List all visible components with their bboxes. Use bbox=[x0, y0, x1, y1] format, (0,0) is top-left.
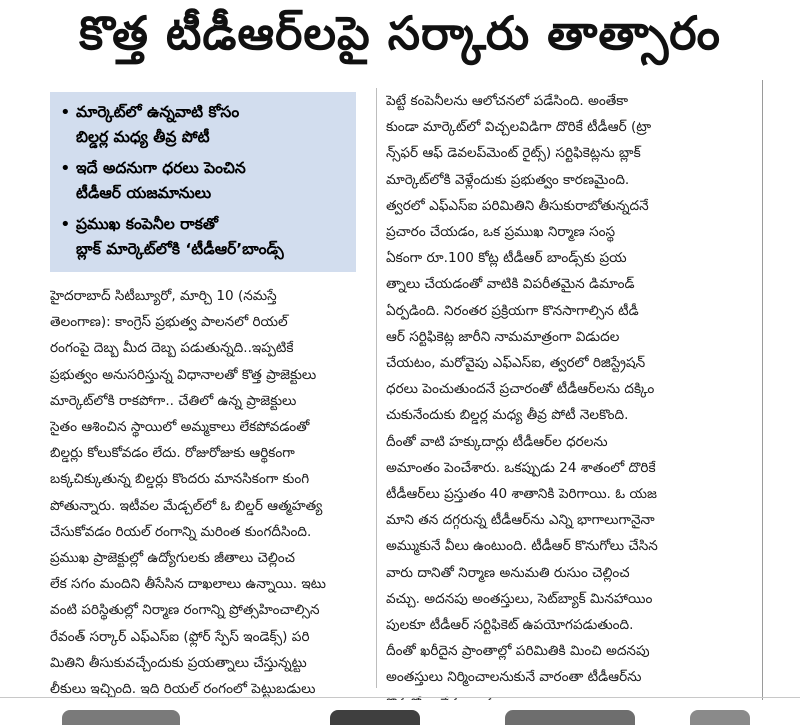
body-line: రేవంత్‌ సర్కార్‌ ఎఫ్‌ఎస్‌ఐ (ఫ్లోర్‌ స్పేస్‌ ఇండెక్స్‌) పరి bbox=[50, 628, 310, 645]
body-line: లీకులు ఇచ్చింది. ఇది రియల్‌ రంగంలో పెట్టుబడులు bbox=[50, 681, 316, 698]
body-line: పోతున్నారు. ఇటీవల మేడ్చల్‌లో ఓ బిల్డర్‌ ఆత్మహత్య bbox=[50, 497, 323, 514]
body-line: చేయటం, మరోవైపు ఎఫ్‌ఎస్‌ఐ, త్వరలో రిజిస్ట్రేషన్‌ bbox=[386, 355, 646, 372]
bullet-icon: • bbox=[60, 102, 71, 123]
highlight-item bbox=[60, 212, 350, 262]
highlight-line: ప్రముఖ కంపెనీల రాకతో bbox=[76, 215, 218, 233]
body-line: ధరలు పెంచుతుందనే ప్రచారంతో టీడీఆర్‌లను దక్కిం bbox=[386, 381, 655, 398]
highlight-text bbox=[76, 212, 284, 262]
body-line: కుండా మార్కెట్‌లో విచ్చలవిడిగా దొరికే టీడీఆర్‌ (ట్రా bbox=[386, 119, 652, 136]
body-line: సైతం ఆశించిన స్థాయిలో అమ్మకాలు లేకపోవడంతో bbox=[50, 419, 310, 436]
body-line: న్స్‌ఫర్‌ ఆఫ్‌ డెవలప్‌మెంట్‌ రైట్స్‌) సర్టిఫికెట్లను బ్లాక్‌ bbox=[386, 145, 641, 162]
body-line: ఏకంగా రూ.100 కోట్ల టీడీఆర్‌ బాండ్స్‌కు ప్రయ bbox=[386, 250, 627, 267]
bottom-rule bbox=[0, 697, 800, 698]
body-line: మార్కెట్‌లోకి రాకపోగా.. చేతిలో ఉన్న ప్రాజెక్టులు bbox=[50, 392, 297, 409]
highlight-line: బ్లాక్‌ మార్కెట్‌లోకి ‘టీడీఆర్‌’బాండ్స్‌ bbox=[76, 240, 284, 258]
body-line: మార్కెట్‌లోకి వెళ్లేందుకు ప్రభుత్వం కారణమైంది. bbox=[386, 171, 630, 188]
bullet-icon: • bbox=[60, 214, 71, 235]
photo-crop bbox=[690, 710, 750, 725]
highlight-item bbox=[60, 156, 350, 206]
body-line: రంగంపై దెబ్బ మీద దెబ్బ పడుతున్నది..ఇప్పటికే bbox=[50, 340, 294, 357]
body-line: త్నాలు చేయడంతో వాటికి విపరీతమైన డిమాండ్‌ bbox=[386, 276, 635, 293]
body-line: అమ్ముకునే వీలు ఉంటుంది. టీడీఆర్‌ కొనుగోలు చేసిన bbox=[386, 538, 658, 555]
body-line: వచ్చు. అదనపు అంతస్తులు, సెట్‌బ్యాక్‌ మినహాయిం bbox=[386, 590, 653, 607]
body-line: ప్రభుత్వం అనుసరిస్తున్న విధానాలతో కొత్త ప్రాజెక్టులు bbox=[50, 366, 317, 383]
photo-crop bbox=[505, 710, 635, 725]
photo-crop bbox=[330, 710, 420, 725]
photo-crop bbox=[62, 710, 180, 725]
body-line: వారు దానితో నిర్మాణ అనుమతి రుసుం చెల్లించ bbox=[386, 564, 630, 581]
headline: కొత్త టీడీఆర్‌లపై సర్కారు తాత్సారం bbox=[79, 6, 721, 60]
highlight-line: బిల్డర్ల మధ్య తీవ్ర పోటీ bbox=[76, 128, 210, 146]
body-line: చుకునేందుకు బిల్డర్ల మధ్య తీవ్ర పోటీ నెలకొంది. bbox=[386, 407, 629, 424]
body-line: టీడీఆర్‌లు ప్రస్తుతం 40 శాతానికి పెరిగాయి. ఓ యజ bbox=[386, 486, 657, 503]
body-line: పులకూ టీడీఆర్‌ సర్టిఫికెట్‌ ఉపయోగపడుతుంది. bbox=[386, 617, 634, 634]
highlight-text bbox=[76, 156, 246, 206]
body-line: అమాంతం పెంచేశారు. ఒకప్పుడు 24 శాతంలో దొరికే bbox=[386, 459, 656, 476]
body-line: చేసుకోవడం రియల్‌ రంగాన్ని మరింత కుంగదీసింది. bbox=[50, 523, 312, 540]
body-line: బక్కచిక్కుతున్న బిల్డర్లు కొందరు మానసికంగా కుంగి bbox=[50, 471, 310, 488]
body-line: ప్రముఖ ప్రాజెక్టుల్లో ఉద్యోగులకు జీతాలు చెల్లించ bbox=[50, 550, 295, 567]
body-line: తెలంగాణ): కాంగ్రెస్‌ ప్రభుత్వ పాలనలో రియల్‌ bbox=[50, 314, 288, 331]
body-line: వంటి పరిస్థితుల్లో నిర్మాణ రంగాన్ని ప్రోత్సహించాల్సిన bbox=[50, 602, 320, 619]
left-column bbox=[50, 283, 368, 702]
column-divider bbox=[376, 88, 377, 688]
highlight-item bbox=[60, 100, 350, 150]
highlight-line: టీడీఆర్‌ యజమానులు bbox=[76, 184, 212, 202]
body-line: దీంతో వాటి హక్కుదార్లు టీడీఆర్‌ల ధరలను bbox=[386, 433, 608, 450]
body-line: మాని తన దగ్గరున్న టీడీఆర్‌ను ఎన్ని భాగాలుగానైనా bbox=[386, 512, 655, 529]
highlight-line: ఇదే అదనుగా ధరలు పెంచిన bbox=[76, 159, 246, 177]
right-column bbox=[386, 88, 716, 717]
photo-strip bbox=[0, 700, 800, 725]
body-line: ఏర్పడింది. నిరంతర ప్రక్రియగా కొనసాగాల్సిన టీడీ bbox=[386, 302, 639, 319]
page-edge-rule bbox=[762, 80, 763, 700]
highlight-text bbox=[76, 100, 239, 150]
highlights-box bbox=[50, 92, 356, 272]
body-line: ప్రచారం చేయడం, ఒక ప్రముఖ నిర్మాణ సంస్థ bbox=[386, 224, 616, 241]
body-line: త్వరలో ఎఫ్‌ఎస్‌ఐ పరిమితిని తీసుకురాబోతున్నదనే bbox=[386, 197, 649, 214]
highlight-line: మార్కెట్‌లో ఉన్నవాటి కోసం bbox=[76, 103, 240, 121]
body-line: హైదరాబాద్‌ సిటీబ్యూరో, మార్చి 10 (నమస్తే bbox=[50, 288, 277, 304]
body-line: లేక సగం మందిని తీసేసిన దాఖలాలు ఉన్నాయి. ఇటు bbox=[50, 576, 326, 593]
body-line: మితిని తీసుకువచ్చేందుకు ప్రయత్నాలు చేస్తున్నట్టు bbox=[50, 654, 307, 671]
body-line: అంతస్తులు నిర్మించాలనుకునే వారంతా టీడీఆర్‌ను bbox=[386, 669, 642, 686]
body-line: బిల్డర్లు కోలుకోవడం లేదు. రోజురోజుకు ఆర్థికంగా bbox=[50, 445, 295, 462]
body-line: పెట్టే కంపెనీలను ఆలోచనలో పడేసింది. అంతేకా bbox=[386, 93, 629, 109]
body-line: దీంతో ఖరీదైన ప్రాంతాల్లో పరిమితికి మించి అదనపు bbox=[386, 643, 650, 660]
bullet-icon: • bbox=[60, 158, 71, 179]
body-line: ఆర్‌ సర్టిఫికెట్ల జారీని నామమాత్రంగా విడుదల bbox=[386, 328, 620, 345]
